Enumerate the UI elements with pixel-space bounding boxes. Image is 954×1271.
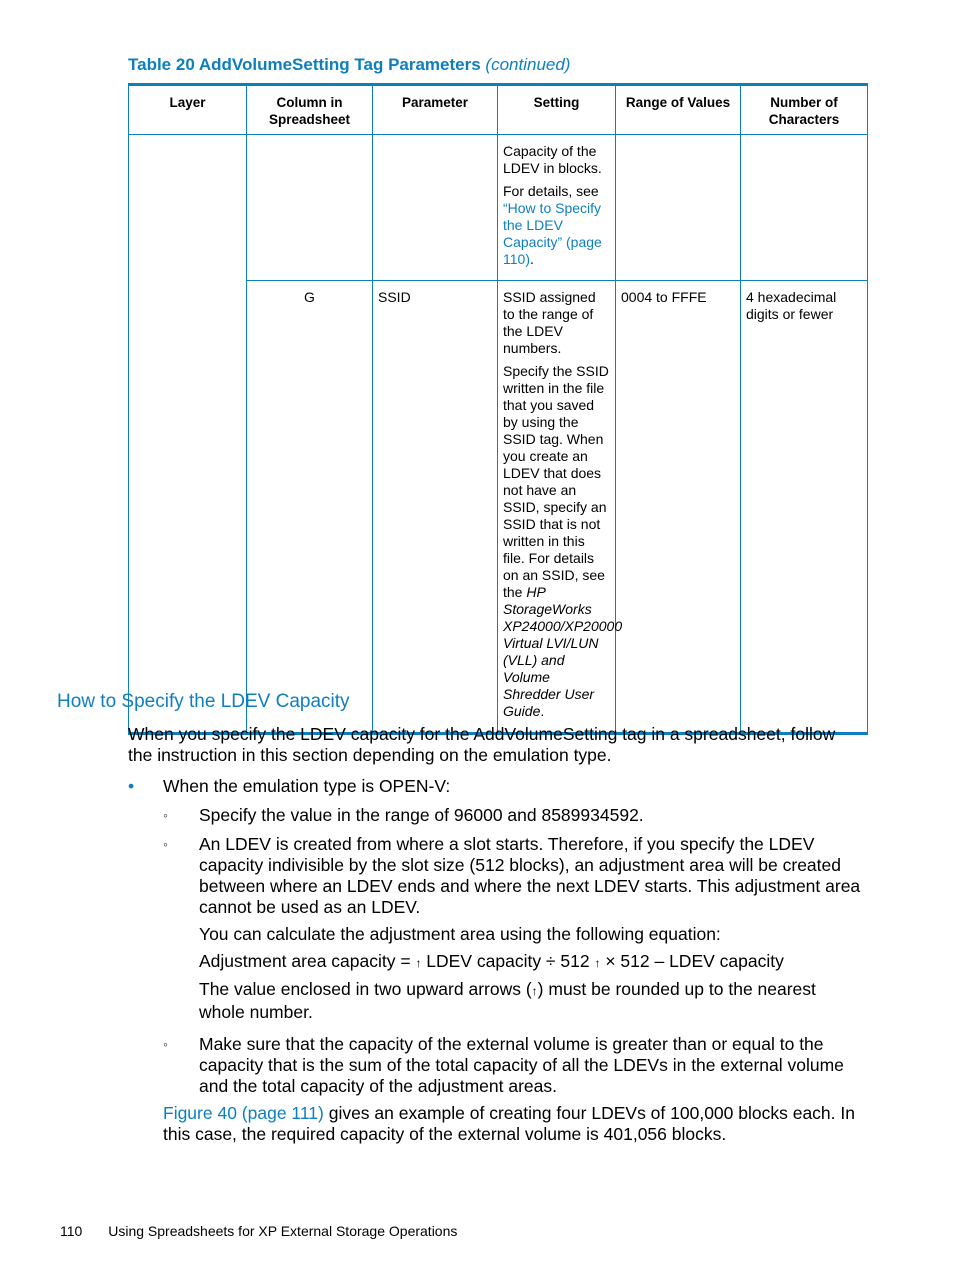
up-arrow-icon: ↑	[415, 956, 422, 970]
section-intro: When you specify the LDEV capacity for the AddVolumeSetting tag in a spreadsheet, follow the instruction in this section depending on the emulation type.	[128, 724, 836, 765]
equation	[199, 951, 859, 974]
bullet-icon: •	[128, 776, 135, 796]
rounding-note	[199, 979, 859, 1023]
table-header-row	[129, 85, 868, 135]
header-parameter: Parameter	[373, 85, 498, 135]
page-number: 110	[60, 1223, 83, 1239]
ldev-capacity-link[interactable]: “How to Specify the LDEV Capacity” (page 110)	[503, 200, 602, 267]
sub-bullet-text: Specify the value in the range of 96000 and 8589934592.	[199, 805, 644, 825]
section-title: How to Specify the LDEV Capacity	[57, 691, 350, 712]
sub-bullet-text: An LDEV is created from where a slot starts. Therefore, if you specify the LDEV capacity indivisible by the slot size (512 blocks), an adjustment area will be created between where an LDEV ends and where the next LDEV starts. This adjustment area cannot be used as an LDEV.	[199, 834, 861, 917]
cell-parameter: SSID	[373, 281, 498, 734]
parameters-table	[128, 83, 868, 735]
setting-details	[503, 363, 623, 720]
header-column: Column in Spreadsheet	[247, 85, 373, 135]
cell-column: G	[247, 281, 373, 734]
equation-part-a: Adjustment area capacity =	[199, 951, 416, 971]
setting-details-end: .	[540, 703, 545, 719]
cell-setting	[498, 281, 623, 734]
equation-part-c: × 512 – LDEV capacity	[600, 951, 784, 971]
header-range: Range of Values	[616, 85, 741, 135]
table-caption	[128, 55, 570, 75]
up-arrow-icon: ↑	[531, 984, 538, 998]
sub-bullet-icon: ◦	[163, 807, 168, 823]
equation-part-b: LDEV capacity ÷ 512	[421, 951, 595, 971]
header-characters: Number of Characters	[741, 85, 868, 135]
setting-details-prefix: For details, see	[503, 183, 599, 199]
bullet-text: When the emulation type is OPEN-V:	[163, 776, 451, 796]
header-layer: Layer	[129, 85, 247, 135]
header-setting: Setting	[498, 85, 616, 135]
cell-layer	[129, 135, 247, 734]
table-row	[129, 135, 868, 281]
cell-characters	[741, 135, 868, 281]
setting-text: Capacity of the LDEV in blocks.	[503, 143, 602, 176]
cell-range: 0004 to FFFE	[616, 281, 741, 734]
up-arrow-icon: ↑	[594, 956, 601, 970]
table-caption-continued: (continued)	[485, 55, 571, 74]
table-caption-label: Table 20 AddVolumeSetting Tag Parameters	[128, 55, 481, 74]
guide-title: HP StorageWorks XP24000/XP20000 Virtual LVI/LUN (VLL) and Volume Shredder User Guide	[503, 584, 623, 719]
sub-bullet-icon: ◦	[163, 836, 168, 852]
figure-reference-paragraph	[163, 1103, 863, 1145]
cell-parameter	[373, 135, 498, 281]
cell-characters: 4 hexadecimal digits or fewer	[741, 281, 868, 734]
figure-40-link[interactable]: Figure 40 (page 111)	[163, 1103, 324, 1123]
page-footer	[60, 1223, 457, 1239]
footer-title: Using Spreadsheets for XP External Storage Operations	[108, 1223, 458, 1239]
cell-setting	[498, 135, 616, 281]
setting-details	[503, 183, 610, 268]
figure-reference-text: gives an example of creating four LDEVs of 100,000 blocks each. In this case, the required capacity of the external volume is 401,056 blocks.	[163, 1103, 855, 1144]
cell-column	[247, 135, 373, 281]
calculation-intro: You can calculate the adjustment area using the following equation:	[199, 924, 721, 944]
setting-details-text: Specify the SSID written in the file that you saved by using the SSID tag. When you create an LDEV that does not have an SSID, specify an SSID that is not written in this file. For details on an SSID, see the	[503, 363, 609, 600]
sub-bullet-icon: ◦	[163, 1036, 168, 1052]
setting-details-suffix: .	[529, 251, 534, 267]
cell-range	[616, 135, 741, 281]
rounding-note-a: The value enclosed in two upward arrows (	[199, 979, 532, 999]
sub-bullet-text: Make sure that the capacity of the external volume is greater than or equal to the capacity that is the sum of the total capacity of all the LDEVs in the external volume and the total capacity of the adjustment areas.	[199, 1034, 844, 1096]
setting-text: SSID assigned to the range of the LDEV numbers.	[503, 289, 596, 356]
rounding-note-b: ) must be rounded up to the nearest whole number.	[199, 979, 816, 1022]
